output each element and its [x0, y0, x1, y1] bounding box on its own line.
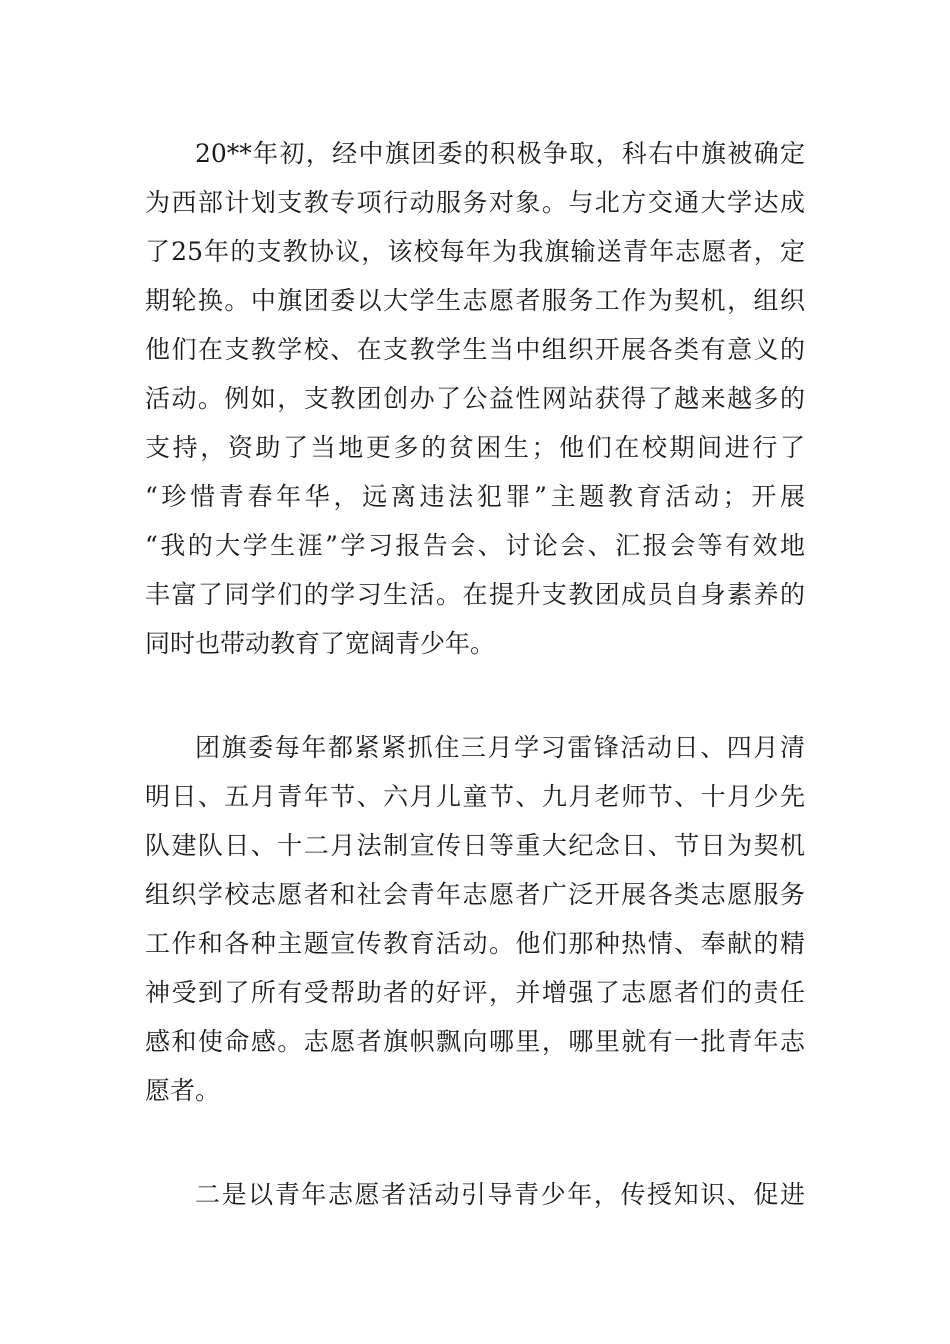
paragraph-line: 神受到了所有受帮助者的好评，并增强了志愿者们的责任: [145, 978, 805, 1007]
paragraph-line: 工作和各种主题宣传教育活动。他们那种热情、奉献的精: [145, 929, 805, 958]
paragraph-line: 组织学校志愿者和社会青年志愿者广泛开展各类志愿服务: [145, 880, 805, 909]
paragraph-line: 活动。例如，支教团创办了公益性网站获得了越来越多的: [145, 384, 805, 413]
paragraph-line: 感和使命感。志愿者旗帜飘向哪里，哪里就有一批青年志: [145, 1027, 805, 1056]
paragraph-line: 团旗委每年都紧紧抓住三月学习雷锋活动日、四月清: [195, 733, 805, 762]
paragraph-line: 为西部计划支教专项行动服务对象。与北方交通大学达成: [145, 188, 805, 217]
paragraph-line: 支持，资助了当地更多的贫困生；他们在校期间进行了: [145, 433, 805, 462]
paragraph-line: 他们在支教学校、在支教学生当中组织开展各类有意义的: [145, 335, 805, 364]
paragraph-line: “我的大学生涯”学习报告会、讨论会、汇报会等有效地: [145, 531, 805, 560]
paragraph-line: 了25年的支教协议，该校每年为我旗输送青年志愿者，定: [145, 237, 805, 266]
paragraph-line: 明日、五月青年节、六月儿童节、九月老师节、十月少先: [145, 782, 805, 811]
paragraph-line: “珍惜青春年华，远离违法犯罪”主题教育活动；开展: [145, 482, 805, 511]
paragraph-line: 期轮换。中旗团委以大学生志愿者服务工作为契机，组织: [145, 286, 805, 315]
paragraph-line: 20**年初，经中旗团委的积极争取，科右中旗被确定: [195, 139, 805, 168]
paragraph-line: 丰富了同学们的学习生活。在提升支教团成员自身素养的: [145, 580, 805, 609]
paragraph-line: 二是以青年志愿者活动引导青少年，传授知识、促进: [195, 1180, 805, 1209]
paragraph-2: [145, 723, 805, 1115]
paragraph-line: 同时也带动教育了宽阔青少年。: [145, 629, 496, 658]
paragraph-3: [145, 1170, 805, 1219]
paragraph-line: 队建队日、十二月法制宣传日等重大纪念日、节日为契机: [145, 831, 805, 860]
paragraph-line: 愿者。: [145, 1076, 221, 1105]
paragraph-1: [145, 129, 805, 668]
